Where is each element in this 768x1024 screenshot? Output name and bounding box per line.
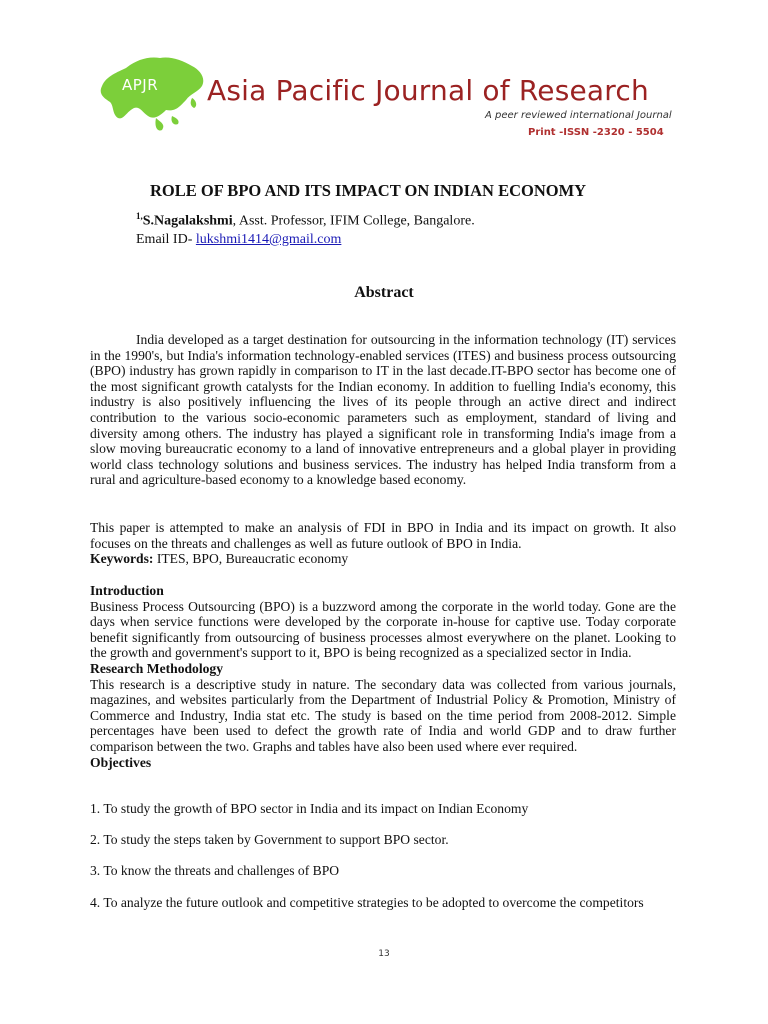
- author-line: [136, 211, 475, 230]
- objective-item-1: 1. To study the growth of BPO sector in India and its impact on Indian Economy: [90, 801, 529, 816]
- email-link[interactable]: lukshmi1414@gmail.com: [195, 232, 342, 247]
- main-sections: [90, 583, 676, 770]
- email-line: [136, 232, 341, 248]
- methodology-heading: Research Methodology: [90, 660, 224, 676]
- journal-header: [0, 0, 768, 160]
- author-superscript: 1,: [136, 211, 143, 221]
- objectives-heading: Objectives: [90, 754, 152, 770]
- abstract-paragraph-2-text: This paper is attempted to make an analysis of FDI in BPO in India and its impact on growth. It also focuses on the threats and challenges as well as future outlook of BPO in India.: [90, 520, 676, 551]
- page-number: 13: [378, 949, 390, 959]
- journal-tagline: A peer reviewed international Journal: [485, 110, 672, 121]
- objective-item-4: 4. To analyze the future outlook and competitive strategies to be adopted to overcome the competitors: [90, 895, 644, 910]
- keywords-label: Keywords:: [90, 551, 154, 567]
- introduction-text: Business Process Outsourcing (BPO) is a buzzword among the corporate in the world today. Gone are the days when service functions were developed by the corporate in-house for captive use. Today corporate benefit significantly from outsourcing of business processes almost everywhere on the planet. Looking to the growth and government's support to it, BPO is being recognized as a specialized sector in India.: [90, 598, 676, 661]
- author-name: S.Nagalakshmi: [142, 213, 233, 229]
- introduction-heading: Introduction: [90, 583, 164, 598]
- abstract-heading: Abstract: [354, 284, 414, 301]
- author-affiliation: , Asst. Professor, IFIM College, Bangalore.: [232, 213, 475, 229]
- keywords-text: ITES, BPO, Bureaucratic economy: [153, 551, 349, 567]
- abstract-paragraph-2: [90, 520, 676, 567]
- abstract-paragraph-1: India developed as a target destination for outsourcing in the information technology (IT) services in the 1990's, but India's information technology-enabled services (ITES) and business process outsourcing (BPO) industry has grown rapidly in comparison to IT in the last decade.IT-BPO sector has become one of the most significant growth catalysts for the Indian economy. In addition to fuelling India's economy, this industry is also positively influencing the lives of its people through an active direct and indirect contribution to the various socio-economic parameters such as employment, standard of living and diversity among others. The industry has played a significant role in transforming India's image from a slow moving bureaucratic economy to a land of innovative entrepreneurs and a global player in providing world class technology solutions and business services. The industry has helped India transform from a rural and agriculture-based economy to a knowledge based economy.: [90, 332, 676, 488]
- objective-item-2: 2. To study the steps taken by Government to support BPO sector.: [90, 832, 449, 847]
- journal-issn: Print -ISSN -2320 - 5504: [528, 127, 664, 138]
- email-label: Email ID-: [136, 232, 196, 247]
- journal-name: Asia Pacific Journal of Research: [207, 74, 649, 107]
- paper-title: ROLE OF BPO AND ITS IMPACT ON INDIAN ECONOMY: [150, 181, 587, 200]
- objective-item-3: 3. To know the threats and challenges of BPO: [90, 863, 340, 878]
- logo-abbreviation: APJR: [122, 76, 159, 94]
- methodology-text: This research is a descriptive study in nature. The secondary data was collected from various journals, magazines, and websites particularly from the Department of Industrial Policy & Promotion, Ministry of Commerce and Industry, India stat etc. The study is based on the time period from 2008-2012. Simple percentages have been used to defect the growth rate of India and world GDP and to draw further comparison between the two. Graphs and tables have also been used where ever required.: [90, 676, 676, 754]
